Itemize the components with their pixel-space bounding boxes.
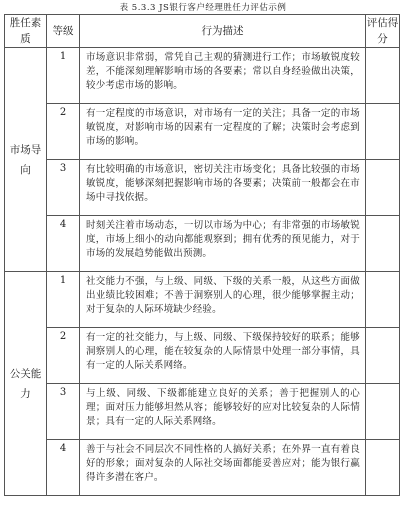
description-cell: 有一定程度的市场意识，对市场有一定的关注；具备一定的市场敏锐度，对影响市场的因素有一定程度的了解；决策时会考虑到市场的影响。: [80, 104, 366, 160]
table-row: [5, 104, 400, 160]
score-cell: [366, 384, 400, 440]
table-row: [5, 160, 400, 216]
grade-cell: 3: [47, 160, 80, 216]
description-cell: 善于与社会不同层次不同性格的人搞好关系；在外界一直有着良好的形象；面对复杂的人际社交场面都能妥善应对；能为银行赢得许多潜在客户。: [80, 440, 366, 496]
grade-cell: 2: [47, 104, 80, 160]
table-row: [5, 216, 400, 272]
header-row: [5, 15, 400, 48]
header-score: 评估得分: [366, 15, 400, 48]
header-description: 行为描述: [80, 15, 366, 48]
grade-cell: 3: [47, 384, 80, 440]
description-cell: 有一定的社交能力，与上级、同级、下级保持较好的联系；能够洞察别人的心理，能在较复杂的人际情景中处理一部分事情，具有一定的人际关系网络。: [80, 328, 366, 384]
grade-cell: 2: [47, 328, 80, 384]
competency-table: [4, 14, 400, 496]
score-cell: [366, 216, 400, 272]
header-quality: 胜任素质: [5, 15, 47, 48]
score-cell: [366, 440, 400, 496]
description-cell: 与上级、同级、下级都能建立良好的关系；善于把握别人的心理；面对压力能够坦然从容；能够较好的应对比较复杂的人际情景；具有一定的人际关系网络。: [80, 384, 366, 440]
table-row: [5, 328, 400, 384]
score-cell: [366, 104, 400, 160]
score-cell: [366, 160, 400, 216]
table-row: [5, 384, 400, 440]
description-cell: 社交能力不强，与上级、同级、下级的关系一般，从这些方面做出业绩比较困难；不善于洞察别人的心理，很少能够掌握主动；对于复杂的人际环境缺少经验。: [80, 272, 366, 328]
header-grade: 等级: [47, 15, 80, 48]
table-caption: 表 5.3.3 JS银行客户经理胜任力评估示例: [119, 3, 287, 13]
description-cell: 有比较明确的市场意识，密切关注市场变化；具备比较强的市场敏锐度，能够深刻把握影响市场的各要素；决策前一般都会在市场中寻找依据。: [80, 160, 366, 216]
quality-market-orientation: 市场导向: [5, 48, 47, 272]
grade-cell: 4: [47, 440, 80, 496]
grade-cell: 4: [47, 216, 80, 272]
quality-pr-ability: 公关能力: [5, 272, 47, 496]
score-cell: [366, 328, 400, 384]
description-cell: 市场意识非常弱，常凭自己主观的猜测进行工作；市场敏锐度较差，不能深刻理解影响市场的各要素；常以自身经验做出决策，较少考虑市场的影响。: [80, 48, 366, 104]
table-row: [5, 440, 400, 496]
score-cell: [366, 272, 400, 328]
description-cell: 时刻关注着市场动态，一切以市场为中心；有非常强的市场敏锐度，市场上细小的动向都能观察到；拥有优秀的预见能力，对于市场的发展趋势能做出预测。: [80, 216, 366, 272]
table-row: [5, 272, 400, 328]
grade-cell: 1: [47, 48, 80, 104]
score-cell: [366, 48, 400, 104]
grade-cell: 1: [47, 272, 80, 328]
table-row: [5, 48, 400, 104]
